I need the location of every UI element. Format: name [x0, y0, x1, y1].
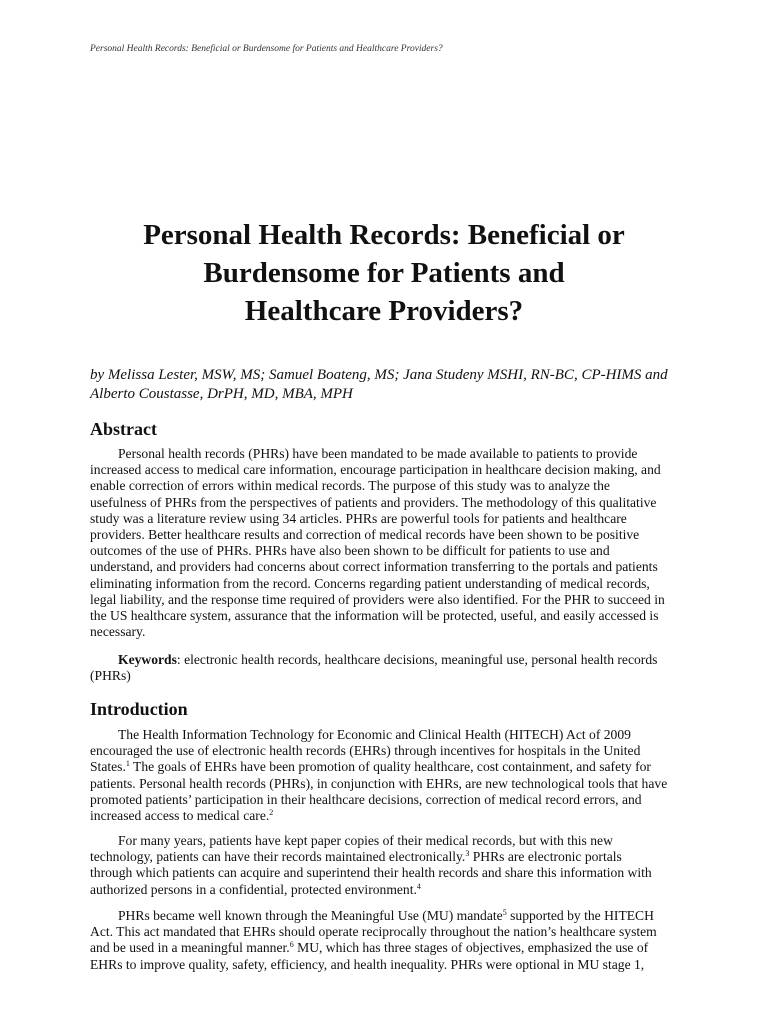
paragraph-line: technology, patients can have their records maintained electronically.$^3$ PHRs are electronic portals	[90, 849, 622, 865]
paragraph-line: patients. Personal health records (PHRs), in conjunction with EHRs, are new technological tools that have	[90, 775, 668, 791]
byline-line: by Melissa Lester, MSW, MS; Samuel Boateng, MS; Jana Studeny MSHI, RN-BC, CP-HIMS and	[90, 367, 668, 383]
abstract-line: Personal health records (PHRs) have been mandated to be made available to patients to provide	[118, 446, 638, 461]
author-byline	[90, 366, 690, 404]
paragraph-line: Act. This act mandated that EHRs should operate reciprocally throughout the nation’s healthcare system	[90, 924, 657, 940]
paragraph-line: The Health Information Technology for Economic and Clinical Health (HITECH) Act of 2009	[118, 727, 631, 742]
citation: 4	[416, 881, 421, 891]
abstract-line: study was a literature review using 34 articles. PHRs are powerful tools for patients and healthcare	[90, 510, 627, 526]
abstract-paragraph	[90, 446, 680, 640]
abstract-line: the US healthcare system, assurance that the information will be protected, useful, and easily accessed is	[90, 608, 659, 624]
citation: 6	[289, 940, 294, 950]
paragraph-line: promoted patients’ participation in their healthcare decisions, correction of medical record errors, and	[90, 791, 642, 807]
introduction-heading: Introduction	[90, 699, 188, 719]
paragraph-line: For many years, patients have kept paper copies of their medical records, but with this new	[118, 833, 613, 848]
title-line: Healthcare Providers?	[244, 295, 524, 327]
citation: 3	[465, 849, 470, 859]
abstract-line: outcomes of the use of PHRs. PHRs have also been shown to be difficult for patients to use and	[90, 543, 610, 559]
paragraph-line: EHRs to improve quality, safety, efficiency, and health inequality. PHRs were optional in MU stage 1,	[90, 956, 645, 972]
citation: 1	[125, 759, 130, 769]
paragraph-line: PHRs became well known through the Meaningful Use (MU) mandate$^5$ supported by the HITECH	[118, 908, 654, 923]
paragraph-line: through which patients can acquire and superintend their health records and share this information with	[90, 865, 652, 881]
article-title	[60, 216, 708, 330]
title-line: Personal Health Records: Beneficial or	[143, 219, 625, 251]
paragraph-line: States.$^1$ The goals of EHRs have been promotion of quality healthcare, cost containment, and safety for	[90, 759, 651, 775]
abstract-line: increased access to medical care information, encourage participation in healthcare decision making, and	[90, 462, 661, 478]
paragraph-line: authorized persons in a confidential, protected environment.$^4$	[90, 881, 421, 897]
running-head: Personal Health Records: Beneficial or Burdensome for Patients and Healthcare Providers?	[90, 44, 443, 54]
abstract-heading: Abstract	[90, 419, 157, 439]
title-line: Burdensome for Patients and	[203, 257, 565, 289]
paragraph-line: increased access to medical care.$^2$	[90, 808, 274, 824]
intro-paragraph-1	[90, 727, 680, 824]
keywords-label: Keywords	[118, 652, 177, 667]
keywords-line: (PHRs)	[90, 668, 131, 684]
keywords-line	[90, 652, 680, 668]
intro-paragraph-2	[90, 833, 680, 898]
abstract-line: providers. Better healthcare results and correction of medical records have been shown to be positive	[90, 527, 640, 543]
abstract-line: necessary.	[90, 624, 146, 640]
abstract-line: eliminating information from the record. Concerns regarding patient understanding of medical records,	[90, 575, 650, 591]
abstract-line: understand, and providers had concerns about correct information transferring to the portals and patients	[90, 559, 658, 575]
keywords-text: : electronic health records, healthcare decisions, meaningful use, personal health records	[176, 652, 658, 667]
paragraph-line: encouraged the use of electronic health records (EHRs) through incentives for hospitals in the United	[90, 743, 641, 759]
byline-line: Alberto Coustasse, DrPH, MD, MBA, MPH	[90, 386, 353, 402]
abstract-line: legal liability, and the response time required of providers were also identified. For the PHR to succeed in	[90, 591, 665, 607]
keywords-paragraph	[90, 652, 680, 684]
citation: 5	[502, 908, 507, 917]
intro-paragraph-3	[90, 908, 680, 973]
abstract-line: enable correction of errors within medical records. The purpose of this study was to analyze the	[90, 478, 610, 494]
paragraph-line: and be used in a meaningful manner.$^6$ MU, which has three stages of objectives, emphasized the use of	[90, 940, 649, 956]
citation: 2	[269, 808, 274, 818]
abstract-line: usefulness of PHRs from the perspectives of patients and providers. The methodology of this qualitative	[90, 494, 657, 510]
